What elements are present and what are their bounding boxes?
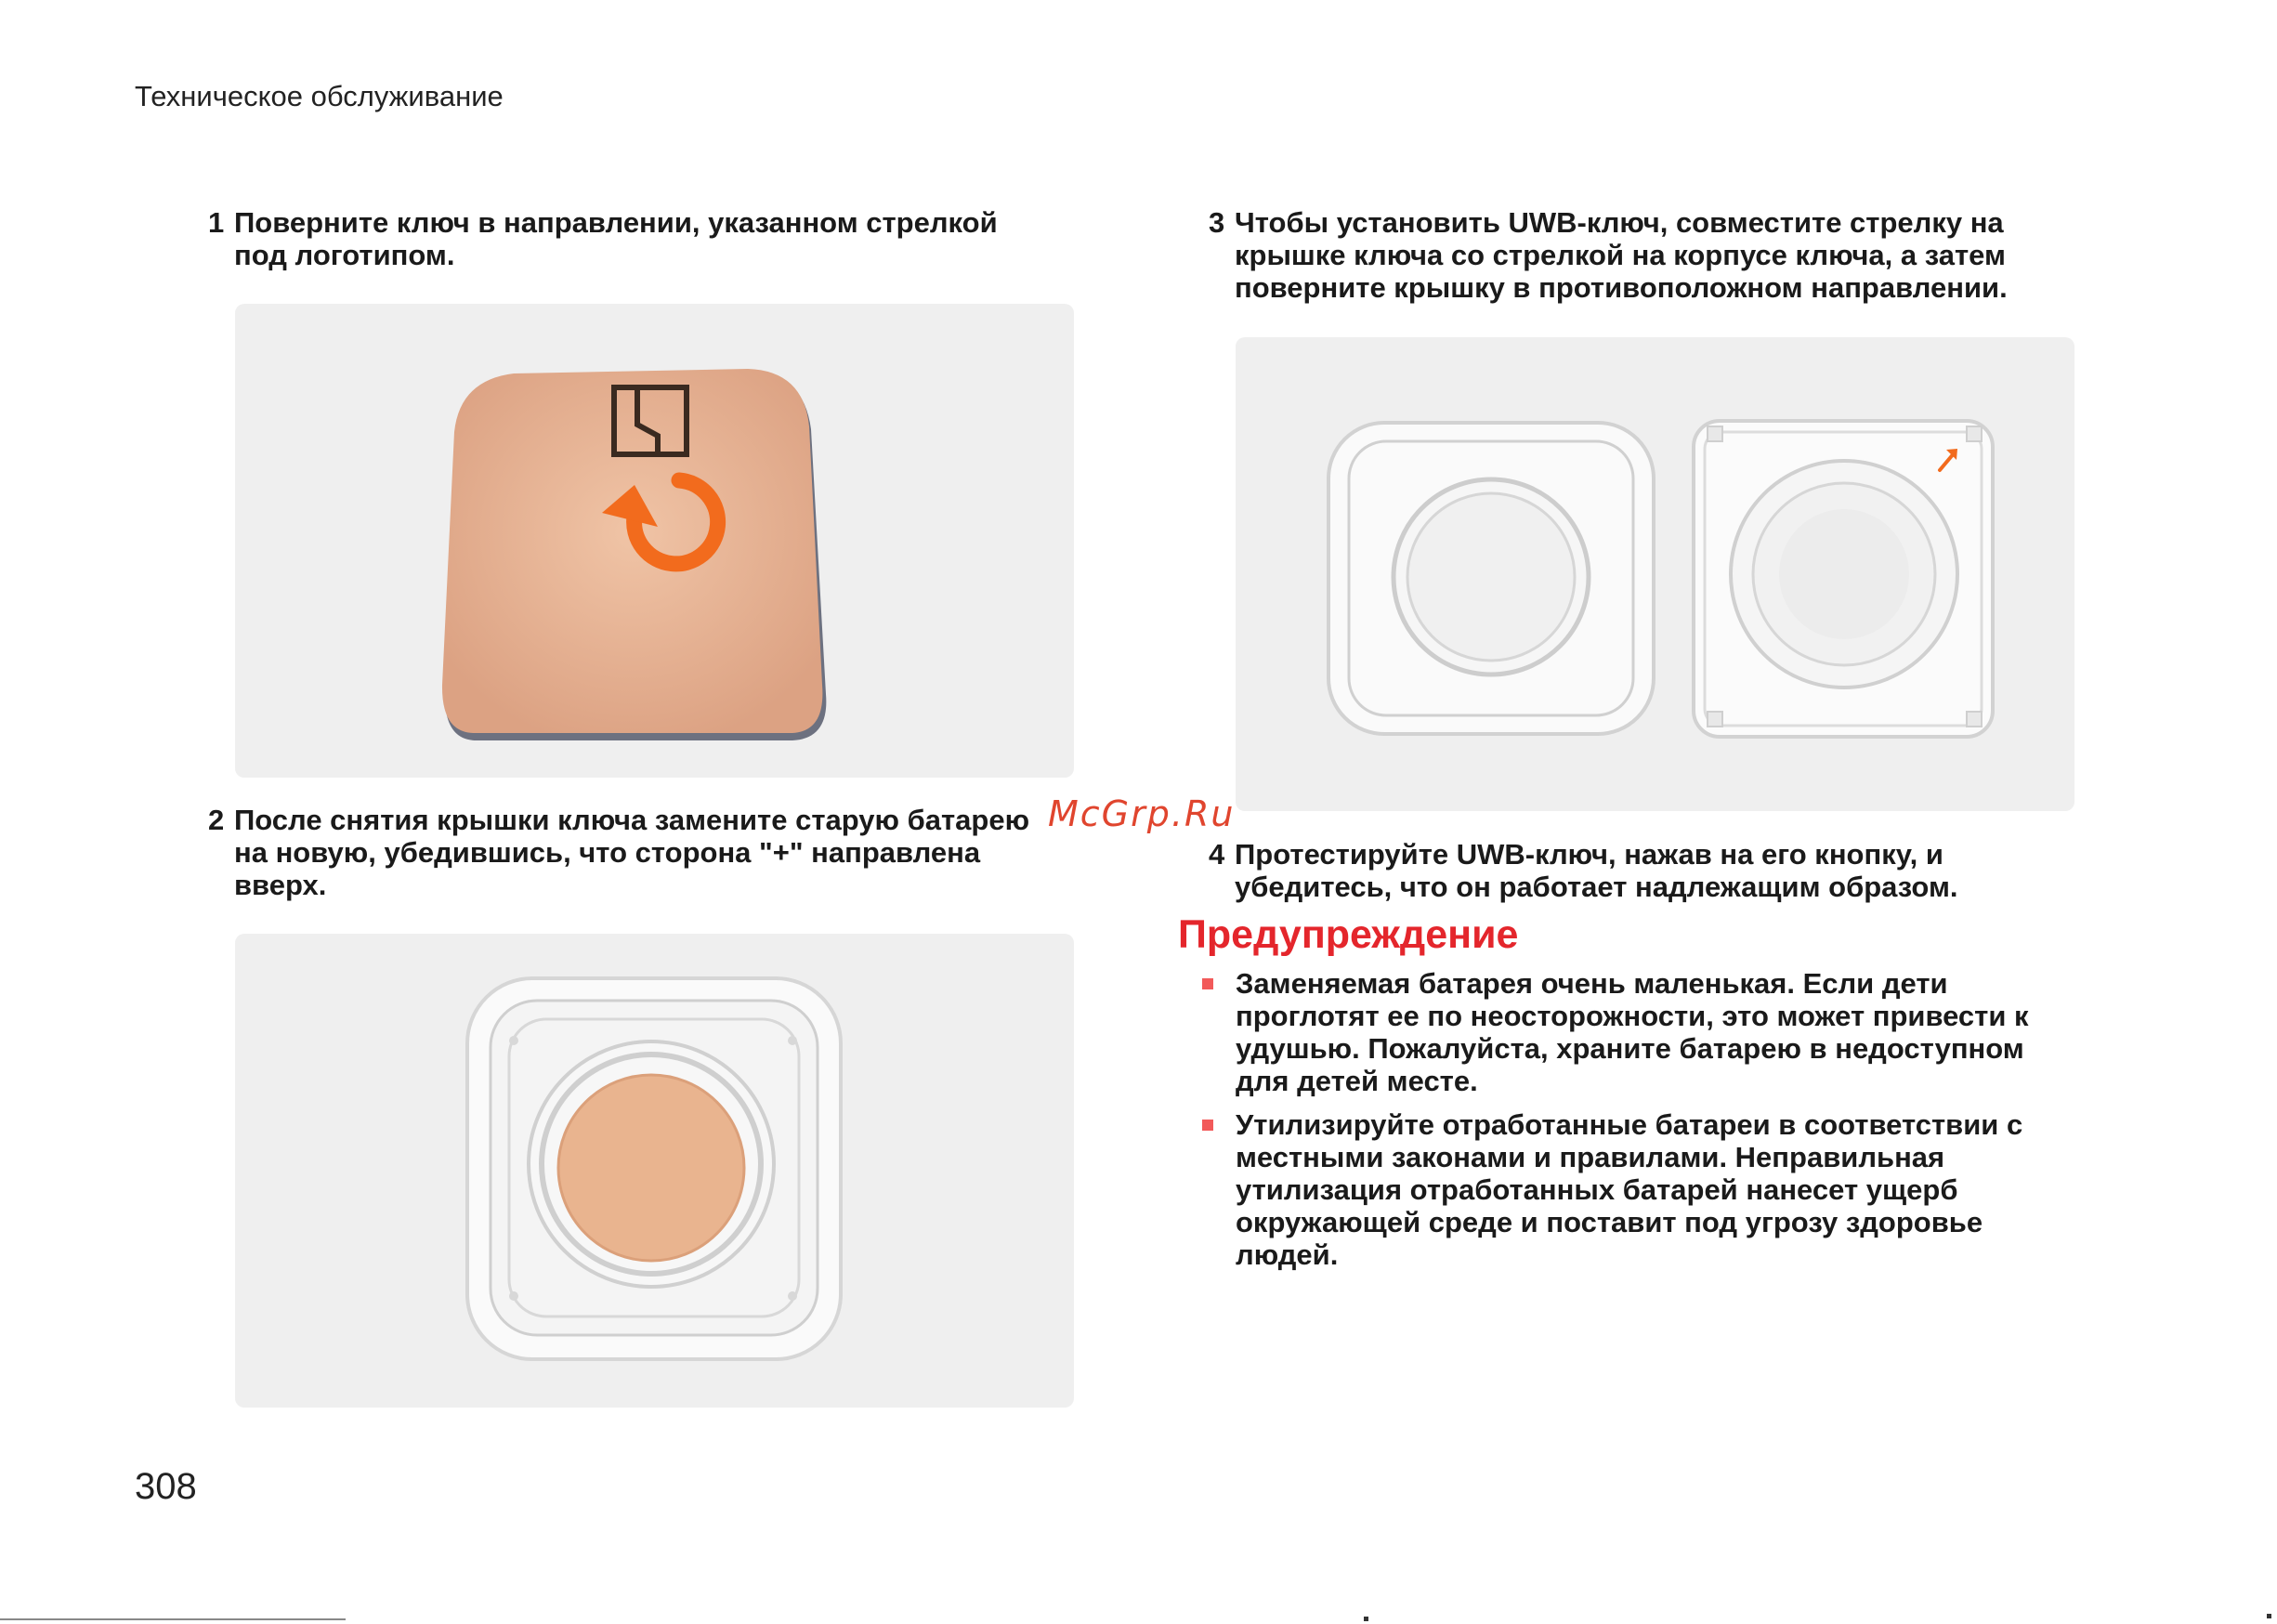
warning-item — [1202, 967, 2085, 1097]
bullet-icon — [1202, 978, 1213, 989]
warning-title: Предупреждение — [1178, 912, 1519, 957]
key-cover-part — [1328, 423, 1654, 734]
step-1 — [208, 206, 1044, 271]
step-text: Поверните ключ в направлении, указанном стрелкой под логотипом. — [234, 206, 998, 271]
step-number: 4 — [1209, 838, 1225, 871]
step-number: 1 — [208, 206, 225, 239]
step-number: 3 — [1209, 206, 1225, 239]
warning-item — [1202, 1108, 2085, 1271]
key-rotate-illustration — [235, 304, 1074, 778]
page-number: 308 — [135, 1466, 197, 1507]
step-text: После снятия крышки ключа замените старую батарею на новую, убедившись, что сторона "+" направлена вверх. — [234, 804, 1030, 901]
warning-item-text: Утилизируйте отработанные батареи в соответствии с местными законами и правилами. Неправильная утилизация отработанных батарей нанесет ущерб окружающей среде и поставит под угрозу здоровье людей. — [1236, 1108, 2023, 1271]
step-text: Чтобы установить UWB-ключ, совместите стрелку на крышке ключа со стрелкой на корпусе ключа, а затем поверните крышку в противоположном направлении. — [1235, 206, 2008, 304]
bullet-icon — [1202, 1120, 1213, 1131]
key-body-part — [1694, 421, 1993, 737]
footer-rule — [0, 1618, 346, 1620]
warning-item-text: Заменяемая батарея очень маленькая. Если дети проглотят ее по неосторожности, это может привести к удушью. Пожалуйста, храните батарею в недоступном для детей месте. — [1236, 967, 2029, 1097]
step-2 — [208, 804, 1044, 901]
battery-replace-illustration — [235, 934, 1074, 1408]
scan-mark — [2267, 1614, 2271, 1618]
section-header: Техническое обслуживание — [135, 80, 504, 112]
watermark: McGrp.Ru — [1048, 793, 1236, 834]
warning-list — [1202, 967, 2085, 1282]
step-4 — [1209, 838, 2091, 903]
step-3 — [1209, 206, 2091, 304]
step-number: 2 — [208, 804, 225, 836]
scan-mark — [1364, 1617, 1368, 1621]
key-install-illustration — [1236, 337, 2074, 811]
step-text: Протестируйте UWB-ключ, нажав на его кнопку, и убедитесь, что он работает надлежащим образом. — [1235, 838, 1958, 903]
battery-icon — [558, 1075, 744, 1261]
